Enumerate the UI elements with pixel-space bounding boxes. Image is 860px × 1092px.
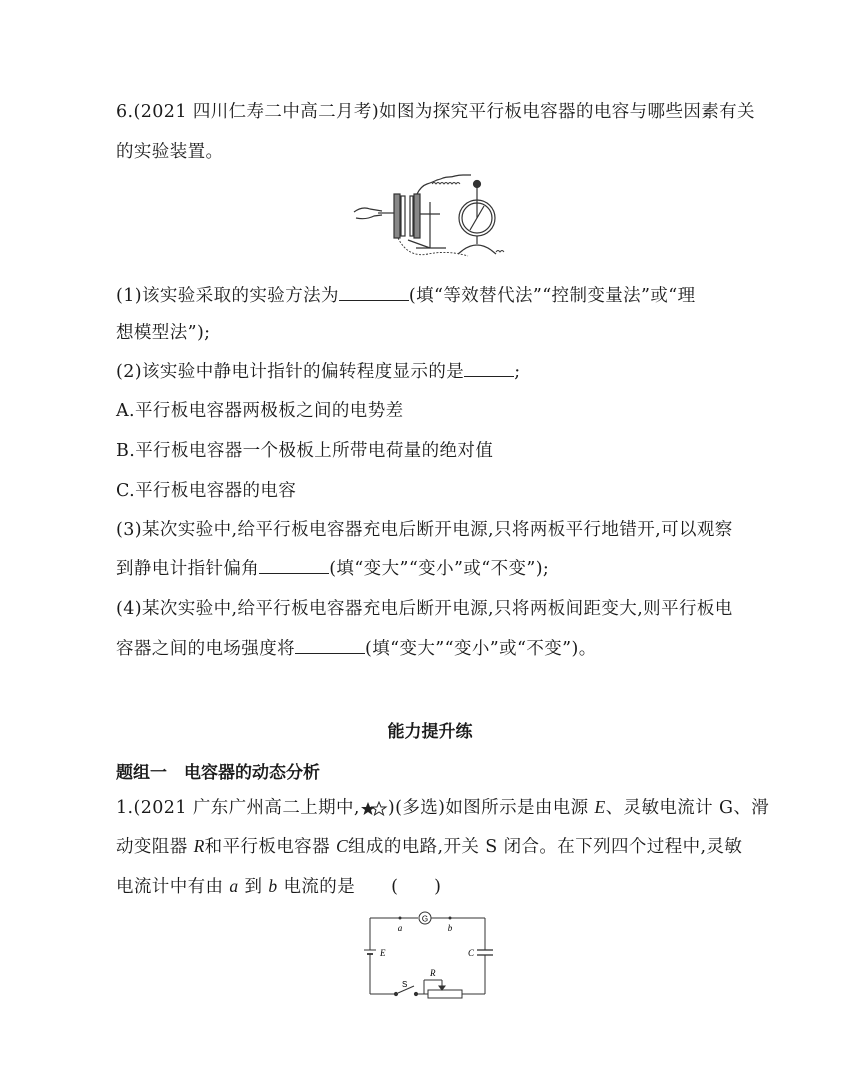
- switch-label: S: [402, 980, 408, 989]
- capacitor-electrometer-apparatus-figure: [350, 172, 505, 262]
- q6-part3-line-2: 到静电计指针偏角 (填“变大”“变小”或“不变”);: [116, 559, 550, 579]
- answer-blank-2[interactable]: [464, 360, 514, 377]
- q6-option-c: C.平行板电容器的电容: [116, 481, 297, 501]
- question-group-title: 题组一 电容器的动态分析: [116, 763, 320, 783]
- q6-part3-line-1: (3)某次实验中,给平行板电容器充电后断开电源,只将两板平行地错开,可以观察: [116, 520, 733, 540]
- q1-line-3: 电流计中有由 a 到 b 电流的是 ( ): [116, 876, 442, 897]
- q1-line-2: 动变阻器 R和平行板电容器 C组成的电路,开关 S 闭合。在下列四个过程中,灵敏: [116, 836, 743, 857]
- q6-part4-line-2: 容器之间的电场强度将 (填“变大”“变小”或“不变”)。: [116, 639, 597, 659]
- q6-line-2: 的实验装置。: [116, 142, 224, 162]
- q6-part2: (2)该实验中静电计指针的偏转程度显示的是 ;: [116, 362, 521, 382]
- answer-blank-3[interactable]: [259, 557, 329, 574]
- q6-line-1: 6.(2021 四川仁寿二中高二月考)如图为探究平行板电容器的电容与哪些因素有关: [116, 102, 755, 122]
- section-title: 能力提升练: [387, 722, 473, 742]
- answer-blank-1[interactable]: [339, 284, 409, 301]
- q1-line-1: 1.(2021 广东广州高二上期中, )(多选)如图所示是由电源 E、灵敏电流计 G、滑: [116, 797, 770, 818]
- point-b-label: b: [447, 923, 453, 933]
- q6-part1-line-1: (1)该实验采取的实验方法为 (填“等效替代法”“控制变量法”或“理: [116, 286, 696, 306]
- q6-option-b: B.平行板电容器一个极板上所带电荷量的绝对值: [116, 441, 494, 461]
- answer-blank-4[interactable]: [295, 637, 365, 654]
- answer-parentheses[interactable]: ( ): [391, 877, 442, 897]
- q6-part1-line-2: 想模型法”);: [116, 323, 211, 343]
- galvanometer-label: G: [421, 914, 429, 924]
- difficulty-stars-icon: [360, 801, 388, 817]
- q6-option-a: A.平行板电容器两极板之间的电势差: [116, 401, 404, 421]
- q6-part4-line-1: (4)某次实验中,给平行板电容器充电后断开电源,只将两板间距变大,则平行板电: [116, 599, 733, 619]
- capacitor-label: C: [468, 948, 475, 958]
- point-a-label: a: [397, 923, 403, 933]
- circuit-diagram: [360, 908, 500, 1000]
- rheostat-label: R: [430, 968, 436, 978]
- battery-label: E: [380, 948, 386, 958]
